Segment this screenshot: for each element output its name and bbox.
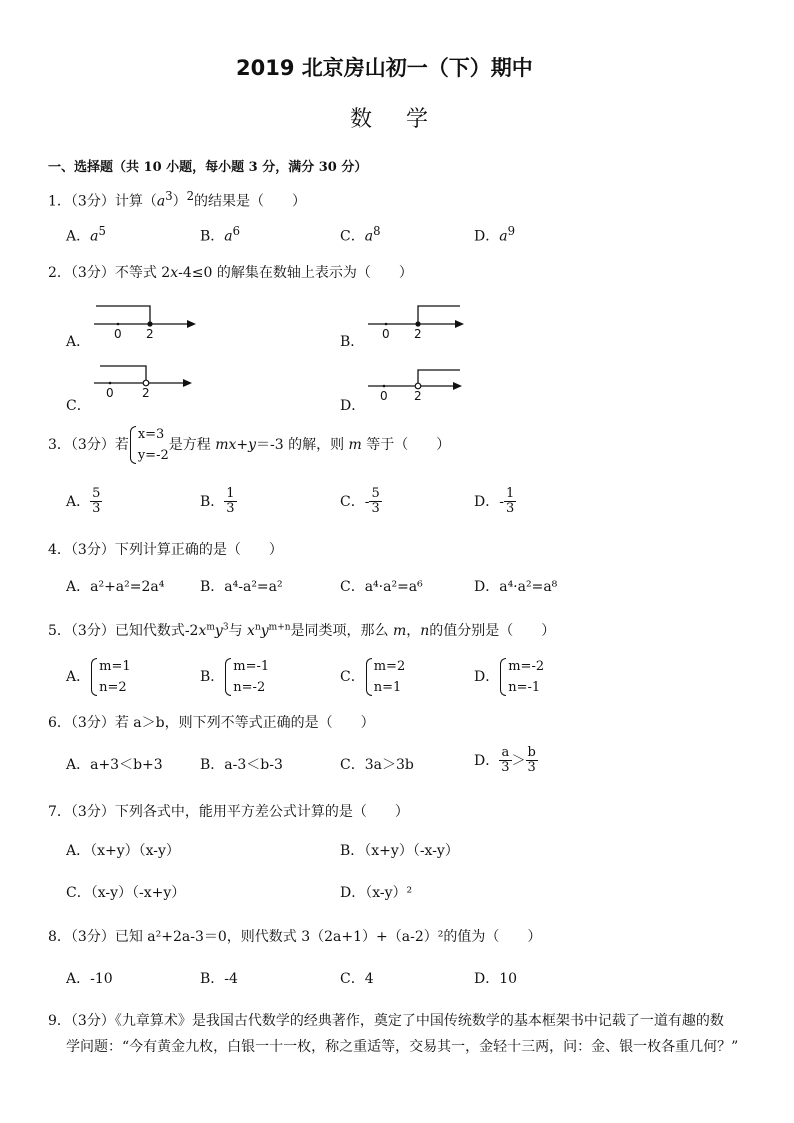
option-d-label[interactable]: D． <box>340 398 366 414</box>
option-c[interactable]: C．- $\frac{5}{3}$ <box>340 486 380 517</box>
question-5: 5．（3分）已知代数式$-2x^my^3$与 $x^ny^{m+n}$是同类项，那么 m，n的值分别是（ ） <box>48 622 556 639</box>
number-line-c[interactable] <box>88 360 202 406</box>
tick-0: 0 <box>382 327 390 341</box>
question-7 <box>48 801 409 821</box>
option-d[interactable]: D． $\frac{a}{3}$ ＞ $\frac{b}{3}$ <box>474 745 536 776</box>
question-text: 已知 a²+2a-3＝0，则代数式 3（2a+1）+（a-2）²的值为（ ） <box>114 929 542 945</box>
question-number: 7．（3分） <box>48 804 115 820</box>
question-number: 5．（3分） <box>48 623 115 639</box>
option-c[interactable]: C．a⁴·a²=a⁶ <box>340 579 423 595</box>
question-text: ） <box>172 193 187 210</box>
option-d[interactable]: D．（x-y）² <box>340 885 413 901</box>
tick-2: 2 <box>142 386 150 400</box>
option-b[interactable]: B．$a^6$ <box>200 224 241 245</box>
option-b-label[interactable]: B． <box>340 334 365 350</box>
question-number: 8．（3分） <box>48 929 115 945</box>
tick-2: 2 <box>414 327 422 341</box>
tick-0: 0 <box>114 327 122 341</box>
exponent: 3 <box>165 189 173 203</box>
option-b[interactable]: B． $\frac{1}{3}$ <box>200 486 235 517</box>
question-number: 3．（3分） <box>48 437 115 453</box>
option-b[interactable]: B．（x+y）（-x-y） <box>340 843 459 859</box>
option-a[interactable]: A．-10 <box>66 971 113 987</box>
option-c[interactable]: C．4 <box>340 971 374 987</box>
option-a[interactable]: A．a²+a²=2a⁴ <box>66 579 165 595</box>
option-b[interactable]: B．a-3＜b-3 <box>200 757 283 773</box>
option-a[interactable]: A． m=1 n=2 <box>66 656 131 698</box>
question-text: -4≤0 的解集在数轴上表示为（ ） <box>178 265 413 281</box>
question-number: 9．（3分） <box>48 1013 115 1029</box>
page-title: 2019 北京房山初一（下）期中 <box>236 56 533 80</box>
question-number: 4．（3分） <box>48 542 115 558</box>
exponent: 2 <box>186 189 195 203</box>
tick-2: 2 <box>414 389 422 403</box>
number-line-b[interactable] <box>362 296 476 342</box>
question-text: 的结果是（ ） <box>194 193 307 210</box>
option-c-label[interactable]: C． <box>66 398 91 414</box>
question-2 <box>48 262 413 282</box>
option-d[interactable]: D．- $\frac{1}{3}$ <box>474 486 515 517</box>
question-text: 下列计算正确的是（ ） <box>114 542 283 558</box>
question-8 <box>48 926 541 946</box>
option-c[interactable]: C．$a^8$ <box>340 224 381 245</box>
number-line-a[interactable] <box>88 296 202 342</box>
option-a[interactable]: A．（x+y）（x-y） <box>66 843 180 859</box>
option-a[interactable]: A．$a^5$ <box>66 224 106 245</box>
question-3: 3．（3分）若 x=3 y=-2 是方程 mx+y＝-3 的解，则 m 等于（ ） <box>48 424 450 466</box>
option-c[interactable]: C．3a＞3b <box>340 757 414 773</box>
subject-title: 数学 <box>350 107 463 132</box>
question-6 <box>48 712 375 732</box>
option-a[interactable]: A． $\frac{5}{3}$ <box>66 486 101 517</box>
question-number: 1．（3分） <box>48 193 115 210</box>
tick-0: 0 <box>106 386 114 400</box>
variable: a <box>156 193 166 210</box>
option-b[interactable]: B．a⁴-a²=a² <box>200 579 283 595</box>
question-text: 若 a＞b，则下列不等式正确的是（ ） <box>114 715 375 731</box>
option-c[interactable]: C． m=2 n=1 <box>340 656 405 698</box>
variable: x <box>170 265 179 281</box>
question-4 <box>48 539 283 559</box>
option-d[interactable]: D．10 <box>474 971 518 987</box>
question-text: 计算（ <box>114 193 157 210</box>
tick-2: 2 <box>146 327 154 341</box>
option-d[interactable]: D． m=-2 n=-1 <box>474 656 544 698</box>
option-a-label[interactable]: A． <box>66 334 91 350</box>
option-b[interactable]: B．-4 <box>200 971 238 987</box>
question-1 <box>48 189 306 211</box>
question-number: 2．（3分） <box>48 265 115 281</box>
section-heading: 一、选择题（共 10 小题，每小题 3 分，满分 30 分） <box>48 160 368 175</box>
question-text: 不等式 2 <box>114 265 171 281</box>
option-c[interactable]: C．（x-y）（-x+y） <box>66 885 186 901</box>
option-d[interactable]: D．a⁴·a²=a⁸ <box>474 579 558 595</box>
option-a[interactable]: A．a+3＜b+3 <box>66 757 163 773</box>
equation-system: x=3 y=-2 <box>129 424 169 466</box>
question-text: 下列各式中，能用平方差公式计算的是（ ） <box>114 804 409 820</box>
question-text: 《九章算术》是我国古代数学的经典著作，奠定了中国传统数学的基本框架书中记载了一道有趣的数 <box>114 1013 724 1029</box>
option-b[interactable]: B． m=-1 n=-2 <box>200 656 269 698</box>
option-d[interactable]: D．$a^9$ <box>474 224 516 245</box>
question-9-line-2: 学问题：“今有黄金九枚，白银一十一枚，称之重适等，交易其一，金轻十三两，问：金、银一枚各重几何？” <box>66 1039 739 1055</box>
question-number: 6．（3分） <box>48 715 115 731</box>
tick-0: 0 <box>380 389 388 403</box>
number-line-d[interactable] <box>362 362 476 408</box>
question-9 <box>48 1010 724 1030</box>
